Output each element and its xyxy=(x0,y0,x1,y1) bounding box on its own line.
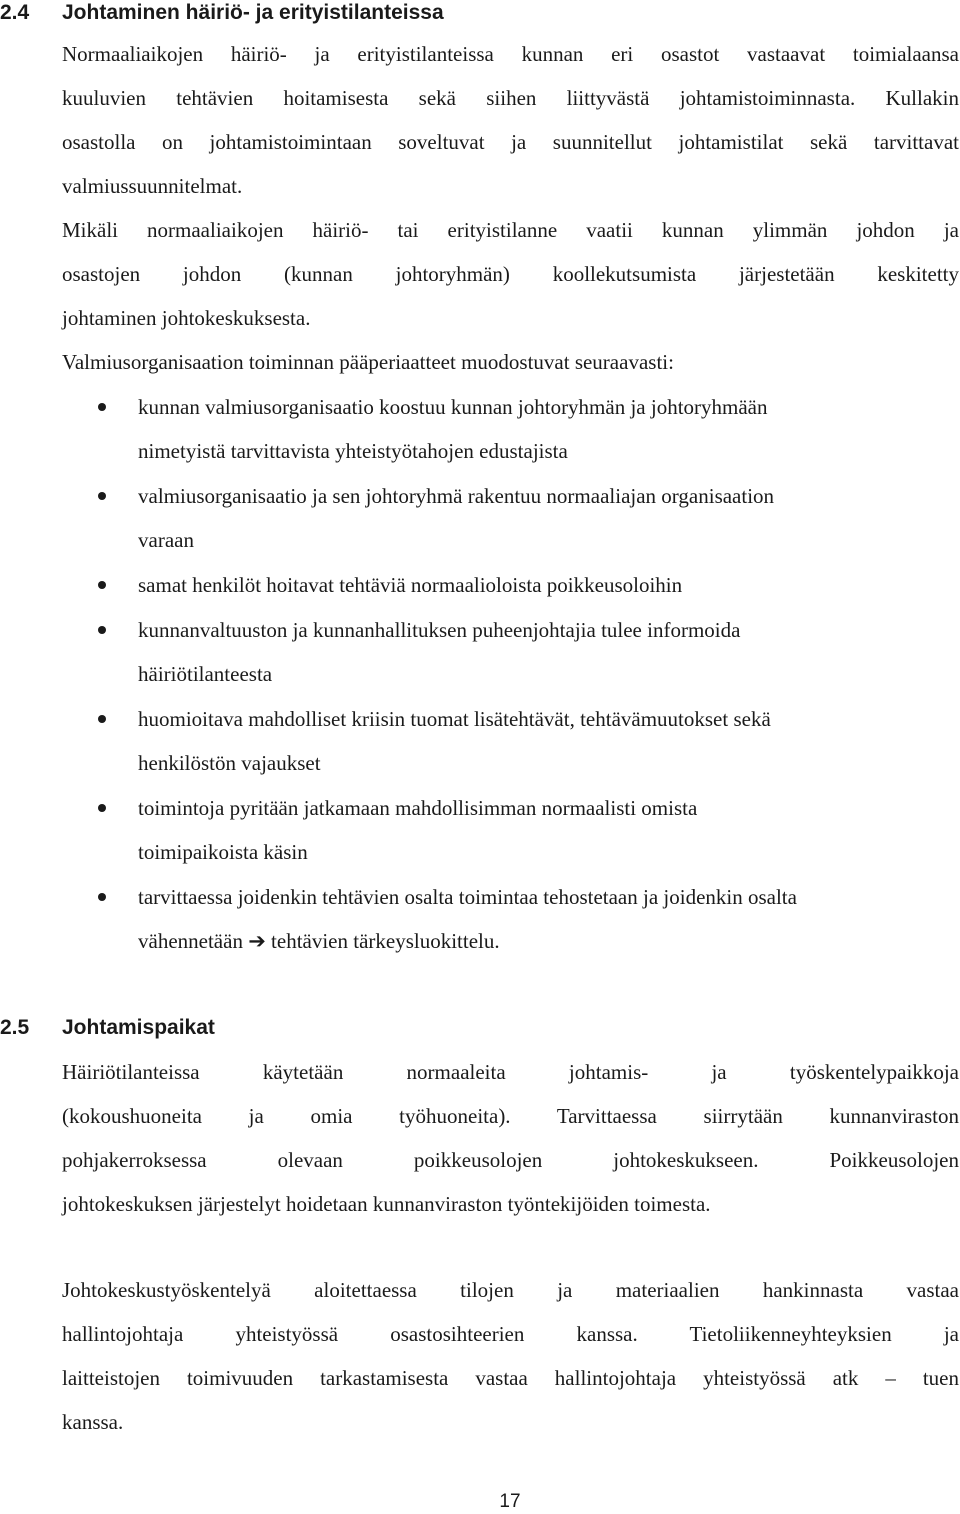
bullet-icon xyxy=(98,893,106,901)
bullet-icon xyxy=(98,626,106,634)
list-item-line: huomioitava mahdolliset kriisin tuomat lisätehtävät, tehtävämuutokset sekä xyxy=(138,707,771,731)
bullet-icon xyxy=(98,804,106,812)
paragraph-line: valmiussuunnitelmat. xyxy=(62,174,243,198)
paragraph-line: kuuluvien tehtävien hoitamisesta sekä siihen liittyvästä johtamistoiminnasta. Kullakin xyxy=(62,86,959,110)
section-heading-2-4 xyxy=(0,0,444,27)
paragraph-line: Normaaliaikojen häiriö- ja erityistilanteissa kunnan eri osastot vastaavat toimialaansa xyxy=(62,42,959,66)
paragraph-line: Johtokeskustyöskentelyä aloitettaessa tilojen ja materiaalien hankinnasta vastaa xyxy=(62,1278,959,1302)
list-item-line: häiriötilanteesta xyxy=(138,662,273,686)
section-title: Johtaminen häiriö- ja erityistilanteissa xyxy=(62,1,444,24)
list-item-line: nimetyistä tarvittavista yhteistyötahojen edustajista xyxy=(138,439,568,463)
paragraph-line: osastojen johdon (kunnan johtoryhmän) koollekutsumista järjestetään keskitetty xyxy=(62,262,959,286)
list-item-line: henkilöstön vajaukset xyxy=(138,751,321,775)
paragraph-line: osastolla on johtamistoimintaan soveltuvat ja suunnitellut johtamistilat sekä tarvittavat xyxy=(62,130,959,154)
paragraph-line: (kokoushuoneita ja omia työhuoneita). Tarvittaessa siirrytään kunnanviraston xyxy=(62,1104,959,1128)
list-item-line: varaan xyxy=(138,528,194,552)
bullet-icon xyxy=(98,492,106,500)
paragraph-line: pohjakerroksessa olevaan poikkeusolojen johtokeskukseen. Poikkeusolojen xyxy=(62,1148,959,1172)
section-number: 2.4 xyxy=(0,1,30,24)
list-item-line: kunnanvaltuuston ja kunnanhallituksen puheenjohtajia tulee informoida xyxy=(138,618,741,642)
section-heading-2-5 xyxy=(0,1014,215,1042)
paragraph-line: hallintojohtaja yhteistyössä osastosihteerien kanssa. Tietoliikenneyhteyksien ja xyxy=(62,1322,959,1346)
paragraph-line: kanssa. xyxy=(62,1410,124,1434)
bullet-icon xyxy=(98,581,106,589)
bullet-icon xyxy=(98,403,106,411)
paragraph-line: Mikäli normaaliaikojen häiriö- tai erityistilanne vaatii kunnan ylimmän johdon ja xyxy=(62,218,959,242)
section-title: Johtamispaikat xyxy=(62,1016,215,1039)
list-item-line: kunnan valmiusorganisaatio koostuu kunnan johtoryhmän ja johtoryhmään xyxy=(138,395,768,419)
paragraph-line: johtaminen johtokeskuksesta. xyxy=(62,306,311,330)
list-item-line: valmiusorganisaatio ja sen johtoryhmä rakentuu normaaliajan organisaation xyxy=(138,484,775,508)
bullet-icon xyxy=(98,715,106,723)
paragraph-line: Valmiusorganisaation toiminnan pääperiaatteet muodostuvat seuraavasti: xyxy=(62,350,674,374)
paragraph-line: johtokeskuksen järjestelyt hoidetaan kunnanviraston työntekijöiden toimesta. xyxy=(62,1192,711,1216)
list-item-line: tarvittaessa joidenkin tehtävien osalta toimintaa tehostetaan ja joidenkin osalta xyxy=(138,885,797,909)
page-number: 17 xyxy=(499,1491,521,1512)
paragraph-line: laitteistojen toimivuuden tarkastamisesta vastaa hallintojohtaja yhteistyössä atk – tuen xyxy=(62,1366,959,1390)
list-item-line: toimintoja pyritään jatkamaan mahdollisimman normaalisti omista xyxy=(138,796,698,820)
list-item-line: samat henkilöt hoitavat tehtäviä normaalioloista poikkeusoloihin xyxy=(138,573,683,597)
paragraph-line: Häiriötilanteissa käytetään normaaleita johtamis- ja työskentelypaikkoja xyxy=(62,1060,959,1084)
list-item-line: vähennetään ➔ tehtävien tärkeysluokittelu. xyxy=(138,929,500,953)
section-number: 2.5 xyxy=(0,1016,30,1039)
list-item-line: toimipaikoista käsin xyxy=(138,840,308,864)
